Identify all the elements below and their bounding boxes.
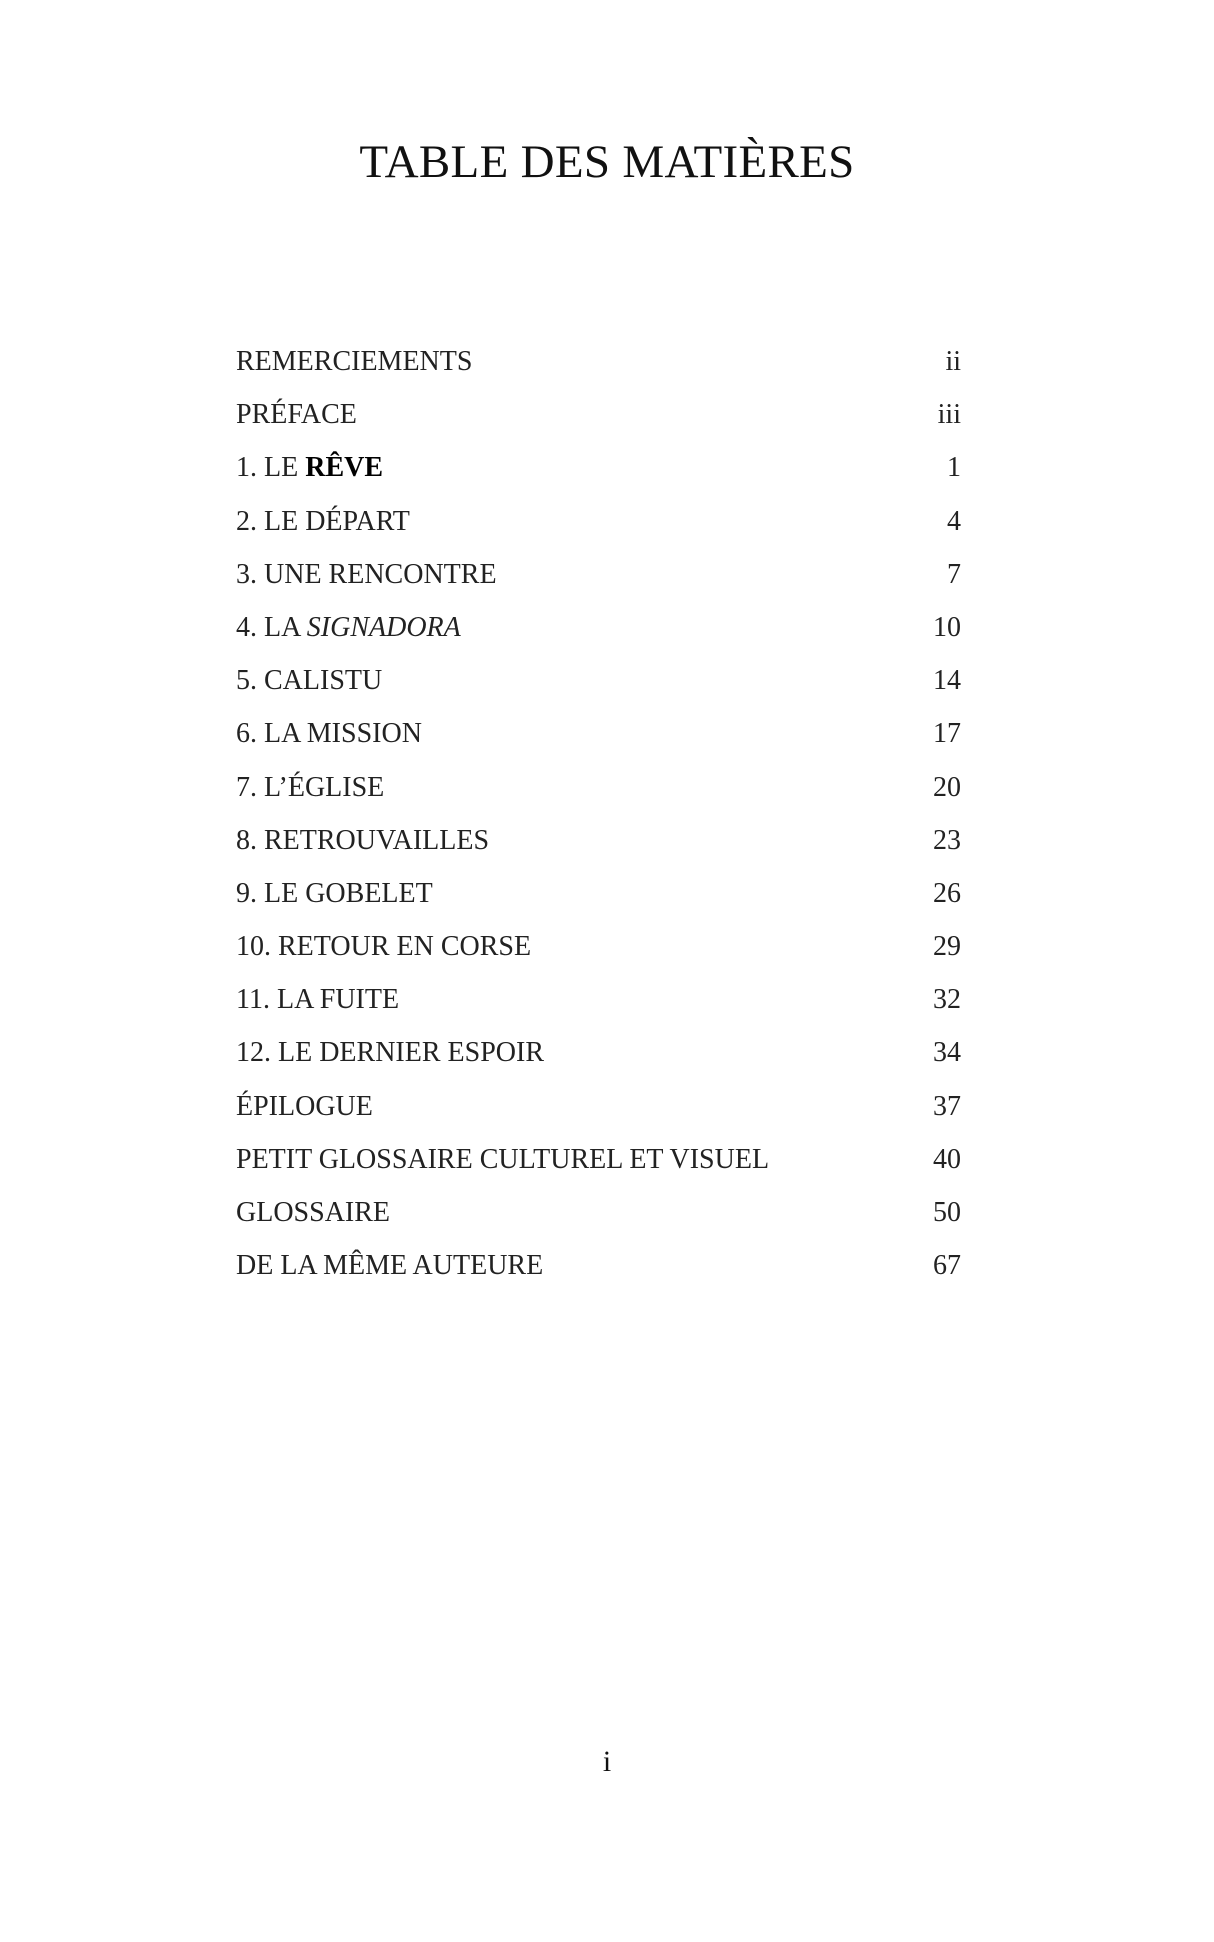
toc-entry-title xyxy=(236,448,383,488)
toc-entry-title-part: 9. LE GOBELET xyxy=(236,877,433,909)
toc-entry-title xyxy=(236,874,433,914)
toc-entry-page-number: 17 xyxy=(933,718,961,750)
toc-entry xyxy=(236,768,961,821)
toc-entry-title xyxy=(236,1087,373,1127)
toc-entry-title-part: 3. UNE RENCONTRE xyxy=(236,558,497,590)
toc-entry-title xyxy=(236,502,410,542)
toc-entry xyxy=(236,555,961,608)
toc-entry-page-number: 50 xyxy=(933,1197,961,1228)
toc-entry xyxy=(236,608,961,661)
toc-entry-page-number: 1 xyxy=(947,452,961,484)
toc-entry-page-number: iii xyxy=(937,399,961,431)
toc-entry-title-part: 8. RETROUVAILLES xyxy=(236,824,490,856)
toc-entry xyxy=(236,502,961,555)
toc-entry-title-part: 11. LA FUITE xyxy=(236,984,400,1016)
toc-entry-title-part: PRÉFACE xyxy=(236,399,357,431)
toc-entry xyxy=(236,395,961,448)
table-of-contents xyxy=(236,342,961,1299)
toc-entry-title-part: 12. LE DERNIER ESPOIR xyxy=(236,1037,544,1069)
toc-entry xyxy=(236,980,961,1033)
toc-entry-title xyxy=(236,395,357,435)
toc-entry xyxy=(236,661,961,714)
toc-entry-page-number: 7 xyxy=(947,558,961,590)
toc-entry-title-part: PETIT GLOSSAIRE CULTUREL ET VISUEL xyxy=(236,1143,770,1175)
toc-entry-page-number: 32 xyxy=(933,984,961,1016)
toc-entry xyxy=(236,1193,961,1246)
toc-entry-title xyxy=(236,555,497,595)
toc-entry-page-number: 23 xyxy=(933,824,961,856)
toc-entry xyxy=(236,342,961,395)
toc-entry xyxy=(236,1087,961,1140)
toc-entry xyxy=(236,821,961,874)
toc-entry-page-number: 40 xyxy=(933,1143,961,1175)
toc-entry-page-number: 10 xyxy=(933,611,961,643)
toc-entry-title-part: 1. LE xyxy=(236,452,306,484)
toc-entry-page-number: 29 xyxy=(933,931,961,963)
toc-entry xyxy=(236,1033,961,1086)
toc-entry-title xyxy=(236,821,489,861)
toc-entry-page-number: 14 xyxy=(933,665,961,697)
toc-entry xyxy=(236,874,961,927)
toc-entry-page-number: 4 xyxy=(947,505,961,537)
toc-entry xyxy=(236,714,961,767)
toc-entry-title-part: 5. CALISTU xyxy=(236,665,383,697)
page-title: TABLE DES MATIÈRES xyxy=(359,136,855,188)
toc-entry-title xyxy=(236,342,472,382)
toc-entry xyxy=(236,1140,961,1193)
toc-entry-page-number: 20 xyxy=(933,771,961,803)
toc-entry-page-number: 34 xyxy=(933,1037,961,1069)
toc-entry-title-part: RÊVE xyxy=(305,452,384,484)
toc-entry-title xyxy=(236,768,384,808)
toc-entry-title xyxy=(236,1140,769,1180)
toc-entry-title-part: 6. LA MISSION xyxy=(236,718,422,750)
toc-entry xyxy=(236,927,961,980)
toc-entry xyxy=(236,1246,961,1299)
toc-entry-title xyxy=(236,1193,390,1233)
toc-entry-title xyxy=(236,608,461,648)
toc-entry-page-number: 37 xyxy=(933,1090,961,1122)
toc-entry-title xyxy=(236,1246,543,1286)
toc-entry-title-part: 7. L’ÉGLISE xyxy=(236,771,385,803)
toc-entry-page-number: 67 xyxy=(933,1250,961,1282)
toc-entry-title xyxy=(236,980,399,1020)
toc-entry-title-part: 2. LE DÉPART xyxy=(236,505,410,537)
page-number: i xyxy=(602,1745,612,1778)
toc-entry xyxy=(236,448,961,501)
toc-entry-title-part: SIGNADORA xyxy=(306,611,461,643)
toc-entry-page-number: ii xyxy=(945,346,961,377)
toc-entry-title xyxy=(236,1033,544,1073)
toc-entry-title-part: 10. RETOUR EN CORSE xyxy=(236,931,532,963)
toc-entry-title xyxy=(236,927,531,967)
toc-entry-title-part: GLOSSAIRE xyxy=(236,1197,391,1228)
toc-entry-title-part: 4. LA xyxy=(236,611,307,643)
toc-entry-title-part: DE LA MÊME AUTEURE xyxy=(236,1250,544,1282)
toc-entry-title xyxy=(236,661,382,701)
toc-entry-title xyxy=(236,714,422,754)
toc-entry-title-part: ÉPILOGUE xyxy=(236,1090,373,1122)
toc-entry-page-number: 26 xyxy=(933,877,961,909)
toc-entry-title-part: REMERCIEMENTS xyxy=(236,346,473,377)
